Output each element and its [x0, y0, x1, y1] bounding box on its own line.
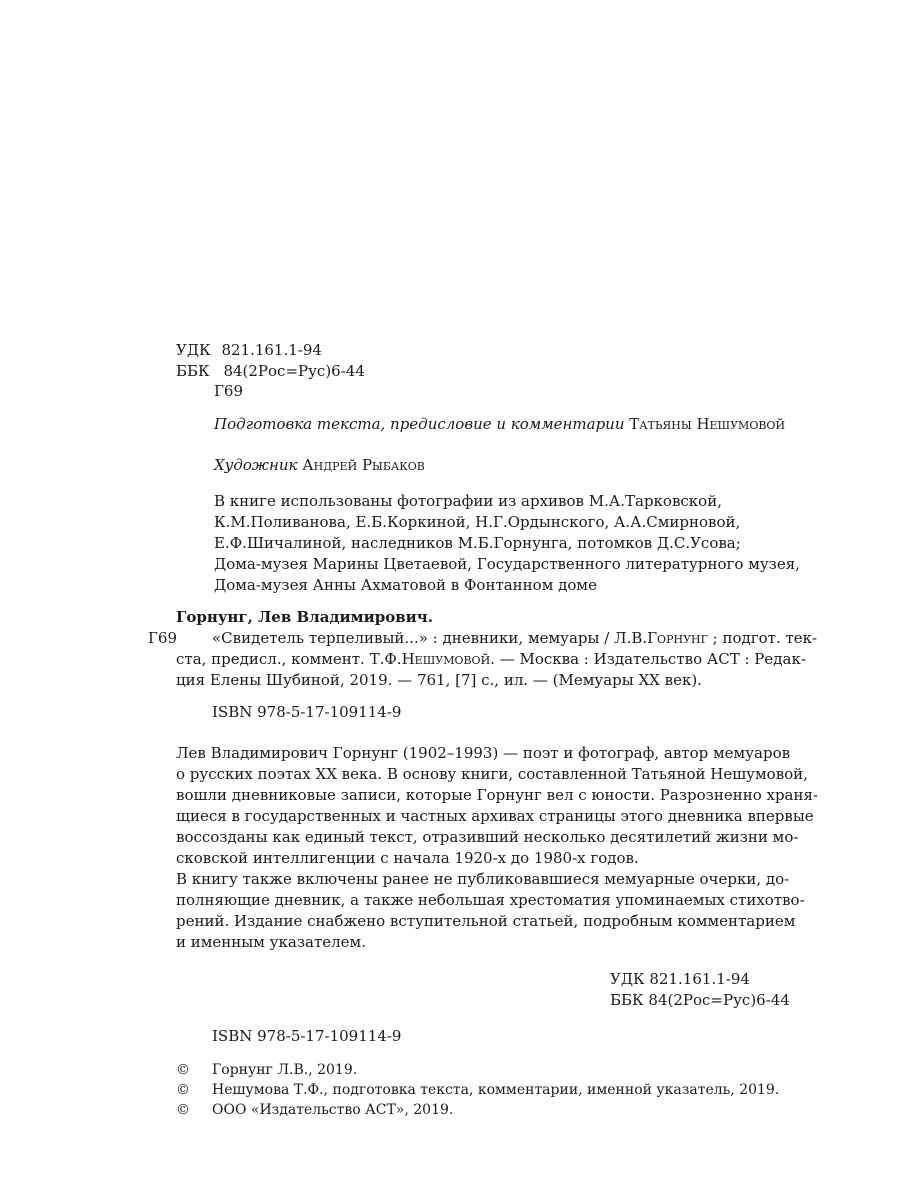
photo-credit-line: Дома-музея Анны Ахматовой в Фонтанном доме	[214, 576, 597, 594]
copyright-symbol: ©	[176, 1062, 190, 1078]
bib-line-2-editor: Нешумовой	[401, 650, 491, 668]
annotation-line: В книгу также включены ранее не публиковавшиеся мемуарные очерки, до-	[176, 870, 790, 888]
bib-heading: Горнунг, Лев Владимирович.	[176, 608, 433, 626]
photo-credit-line: Е.Ф.Шичалиной, наследников М.Б.Горнунга, потомков Д.С.Усова;	[214, 534, 741, 552]
annotation-line: полняющие дневник, а также небольшая хрестоматия упоминаемых стихотво-	[176, 891, 805, 909]
copyright-line: Нешумова Т.Ф., подготовка текста, комментарии, именной указатель, 2019.	[212, 1082, 780, 1098]
bib-line-2	[176, 650, 806, 669]
photo-credit-line: Дома-музея Марины Цветаевой, Государственного литературного музея,	[214, 555, 800, 573]
bib-line-1	[212, 629, 818, 648]
isbn-bottom: ISBN 978-5-17-109114-9	[212, 1027, 402, 1045]
annotation-line: сковской интеллигенции с начала 1920-х до 1980-х годов.	[176, 849, 639, 867]
bbk-label: ББК	[176, 362, 210, 380]
artist-label: Художник	[214, 456, 298, 474]
annotation-line: рений. Издание снабжено вступительной статьей, подробным комментарием	[176, 912, 796, 930]
bib-sign: Г69	[148, 629, 178, 647]
artist-credit	[214, 456, 425, 475]
bib-isbn: ISBN 978-5-17-109114-9	[212, 703, 402, 721]
bib-line-2-b: . — Москва : Издательство АСТ : Редак-	[490, 650, 806, 668]
udk-value: 821.161.1-94	[221, 341, 322, 359]
copyright-line: Горнунг Л.В., 2019.	[212, 1062, 358, 1078]
udk-label: УДК	[176, 341, 211, 359]
annotation-line: щиеся в государственных и частных архивах страницы этого дневника впервые	[176, 807, 814, 825]
artist-name: Андрей Рыбаков	[302, 456, 425, 474]
annotation-line: и именным указателем.	[176, 933, 366, 951]
photo-credit-line: К.М.Поливанова, Е.Б.Коркиной, Н.Г.Ордынского, А.А.Смирновой,	[214, 513, 741, 531]
bib-line-2-a: ста, предисл., коммент. Т.Ф.	[176, 650, 402, 668]
udk-code	[176, 341, 322, 360]
right-bbk: ББК 84(2Рос=Рус)6-44	[610, 991, 790, 1009]
right-udk: УДК 821.161.1-94	[610, 970, 750, 988]
annotation-line: воссозданы как единый текст, отразивший несколько десятилетий жизни мо-	[176, 828, 799, 846]
author-sign: Г69	[214, 382, 244, 400]
copyright-symbol: ©	[176, 1082, 190, 1098]
preparation-name: Татьяны Нешумовой	[629, 415, 786, 433]
preparation-credit	[214, 415, 785, 434]
annotation-line: о русских поэтах XX века. В основу книги, составленной Татьяной Нешумовой,	[176, 765, 808, 783]
bbk-value: 84(2Рос=Рус)6-44	[223, 362, 365, 380]
copyright-line: ООО «Издательство АСТ», 2019.	[212, 1102, 454, 1118]
photo-credit-line: В книге использованы фотографии из архивов М.А.Тарковской,	[214, 492, 722, 510]
annotation-line: Лев Владимирович Горнунг (1902–1993) — поэт и фотограф, автор мемуаров	[176, 744, 791, 762]
bib-line-1-author: Горнунг	[647, 629, 708, 647]
annotation-line: вошли дневниковые записи, которые Горнунг вел с юности. Разрозненно храня-	[176, 786, 819, 804]
copyright-symbol: ©	[176, 1102, 190, 1118]
bbk-code	[176, 362, 365, 381]
bib-line-1-a: «Свидетель терпеливый...» : дневники, мемуары / Л.В.	[212, 629, 648, 647]
preparation-label: Подготовка текста, предисловие и комментарии	[214, 415, 625, 433]
bib-line-3: ция Елены Шубиной, 2019. — 761, [7] с., ил. — (Мемуары XX век).	[176, 671, 702, 689]
bib-line-1-b: ; подгот. тек-	[707, 629, 818, 647]
